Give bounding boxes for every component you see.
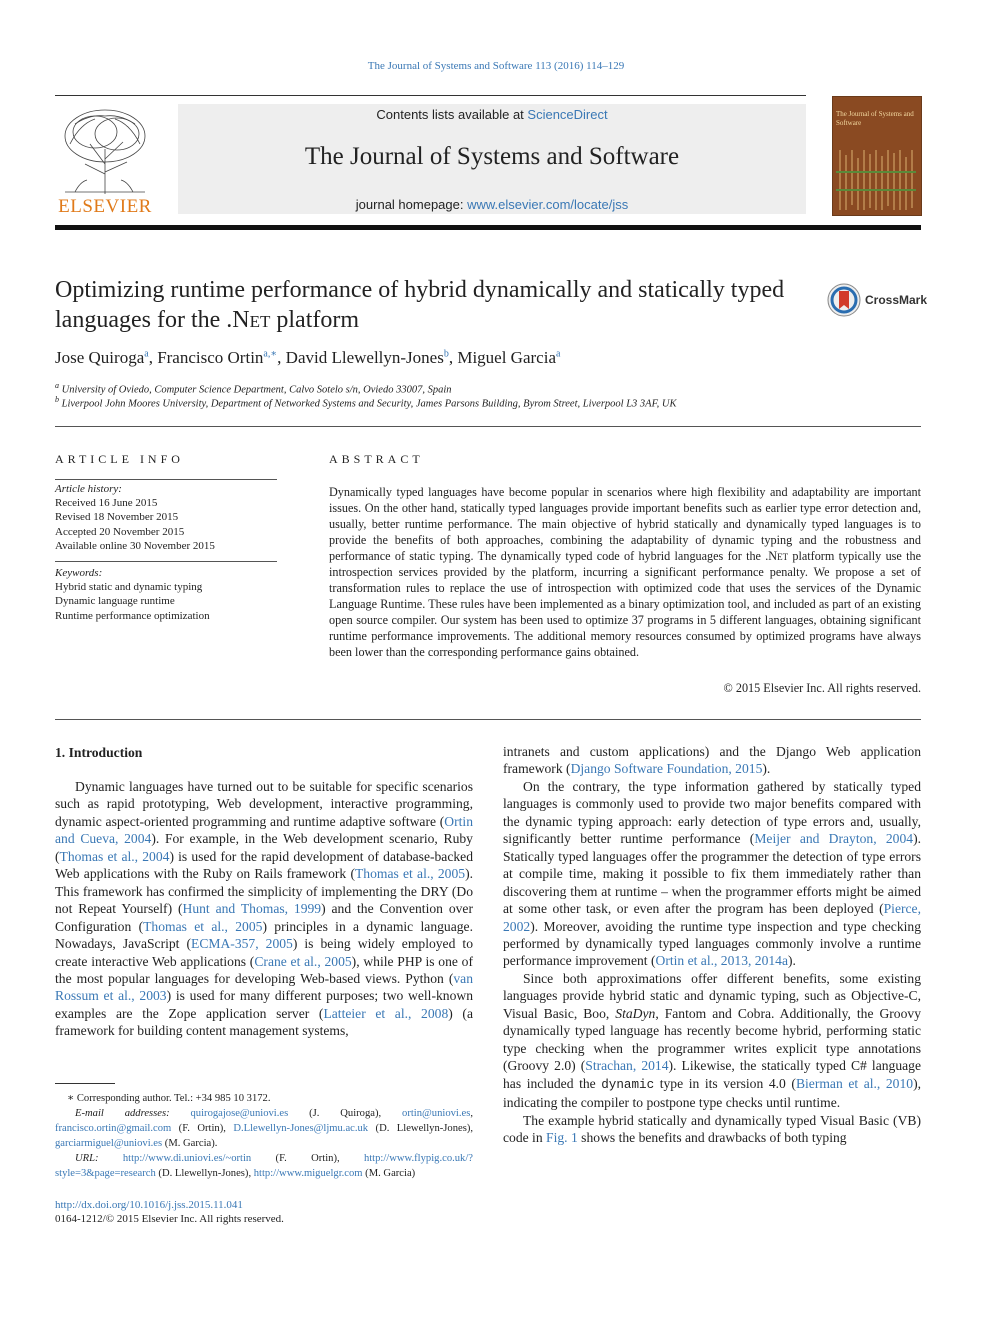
abstract-net: Net: [768, 549, 789, 563]
affiliation-text: Liverpool John Moores University, Department of Networked Systems and Security, James Parsons Building, Byrom Street, Liverpool L3 3AF, UK: [61, 398, 677, 410]
title-part2: platform: [270, 307, 360, 333]
elsevier-wordmark: ELSEVIER: [58, 196, 152, 217]
affiliation-sup: a: [55, 381, 59, 390]
doi-link[interactable]: http://dx.doi.org/10.1016/j.jss.2015.11.041: [55, 1199, 243, 1211]
abstract-copyright: © 2015 Elsevier Inc. All rights reserved.: [723, 681, 921, 695]
text: ). For example, in the Web development scenario, Ruby (: [55, 831, 473, 864]
history-label: Article history:: [55, 483, 122, 495]
section-rule: [55, 719, 921, 720]
history-item: Accepted 20 November 2015: [55, 525, 185, 538]
url-label: URL:: [75, 1153, 99, 1164]
url-link[interactable]: http://www.flypig.co.uk/?style=3&page=research: [55, 1153, 473, 1179]
text: ) is used for many different purposes; two well-known examples are the Zope application server (: [55, 988, 473, 1021]
article-info-heading: ARTICLE INFO: [55, 452, 184, 466]
text: (D. Llewellyn-Jones),: [368, 1123, 473, 1134]
header-thick-rule: [55, 225, 921, 230]
header-top-rule: [55, 95, 806, 96]
url-addresses: [55, 1151, 473, 1181]
text: (F. Ortin),: [251, 1153, 364, 1164]
author-name[interactable]: Francisco Ortin: [157, 348, 264, 367]
info-rule: [55, 479, 277, 480]
crossmark-label[interactable]: CrossMark: [865, 293, 928, 307]
contents-line: [178, 107, 806, 122]
homepage-line: [178, 197, 806, 212]
cover-pattern: [836, 150, 916, 210]
homepage-prefix: journal homepage:: [355, 197, 468, 212]
abstract-part1: Dynamically typed languages have become popular in scenarios where high flexibility and adaptability are important issues. On the other hand, statically typed languages provide important benefits such as earlier type error detection and, usually, better runtime performance. The main objective of hybrid statically and dynamically typed languages is to provide the benefits of both approaches, combining the adaptability of dynamic typing and the robustness and performance of static typing. The dynamically typed code of hybrid languages for the .: [329, 485, 921, 563]
text: [170, 1108, 191, 1119]
email-link[interactable]: garciarmiguel@uniovi.es: [55, 1138, 163, 1149]
text: Dynamic languages have turned out to be suitable for specific scenarios such as rapid prototyping, Web development, interactive programming, dynamic aspect-oriented programming and runtime adaptive software (: [55, 779, 473, 829]
text: (M. Garcia).: [162, 1138, 218, 1149]
history-item: Revised 18 November 2015: [55, 511, 179, 524]
paragraph: [503, 970, 921, 1112]
citation-link[interactable]: Thomas et al., 2004: [59, 848, 170, 864]
sciencedirect-link[interactable]: ScienceDirect: [527, 107, 608, 122]
author-name[interactable]: Miguel Garcia: [457, 348, 556, 367]
abstract-text: [329, 484, 921, 660]
text: (F. Ortin),: [171, 1123, 234, 1134]
affiliation: [55, 381, 452, 396]
paragraph: [503, 778, 921, 970]
email-link[interactable]: quirogajose@uniovi.es: [190, 1108, 289, 1119]
paragraph: [503, 1112, 921, 1147]
language-name: StaDyn: [615, 1005, 656, 1021]
citation-link[interactable]: Crane et al., 2005: [254, 953, 352, 969]
citation-link[interactable]: Bierman et al., 2010: [795, 1075, 914, 1091]
code-keyword: dynamic: [601, 1077, 655, 1092]
citation-link[interactable]: Latteier et al., 2008: [323, 1005, 449, 1021]
text: , Fantom and Cobra. Additionally, the Groovy dynamically typed language has recently become hybrid, performing static type checking when the programmer writes explicit type annotations (Groovy 2.0) (: [503, 1005, 921, 1074]
article-title: [55, 275, 795, 335]
citation-link[interactable]: Hunt and Thomas, 1999: [182, 901, 322, 917]
journal-citation[interactable]: The Journal of Systems and Software 113 (2016) 114–129: [367, 60, 625, 72]
homepage-link[interactable]: www.elsevier.com/locate/jss: [467, 197, 629, 212]
intro-right-column: [503, 743, 921, 1146]
citation-link[interactable]: Django Software Foundation, 2015: [570, 761, 763, 777]
crossmark-icon[interactable]: [827, 283, 861, 317]
text: ).: [788, 953, 796, 969]
intro-left-column: [55, 778, 473, 1040]
affiliation-sup: b: [55, 395, 59, 404]
article-history: [55, 482, 280, 553]
keyword: Hybrid static and dynamic typing: [55, 581, 203, 594]
citation-link[interactable]: Pierce, 2002: [503, 901, 921, 934]
keywords: [55, 566, 280, 623]
citation-link[interactable]: Thomas et al., 2005: [143, 918, 263, 934]
contents-prefix: Contents lists available at: [376, 107, 528, 122]
affiliation: [55, 395, 677, 410]
text: ). Statically typed languages offer the programmer the detection of type errors at compile time, making it possible to fix them immediately rather than discovering them at runtime – when the programmer efforts might be aimed at some other task, or even after the program has been deployed (: [503, 831, 921, 917]
email-link[interactable]: ortin@uniovi.es: [402, 1108, 471, 1119]
text: shows the benefits and drawbacks of both typing: [577, 1129, 847, 1145]
journal-name: The Journal of Systems and Software: [304, 143, 680, 170]
affiliation-text: University of Oviedo, Computer Science Department, Calvo Sotelo s/n, Oviedo 33007, Spain: [61, 384, 452, 396]
paragraph: [55, 778, 473, 1040]
text: (J. Quiroga),: [288, 1108, 403, 1119]
text: (M. Garcia): [362, 1168, 416, 1179]
citation-link[interactable]: Ortin et al., 2013, 2014a: [655, 953, 789, 969]
info-rule: [55, 561, 277, 562]
text: On the contrary, the type information gathered by statically typed languages is commonly used to provide two major benefits compared with the dynamic typing approach: early detection of type errors and, usually, significantly better runtime performance (: [503, 778, 921, 847]
abstract-heading: ABSTRACT: [329, 452, 424, 466]
section-rule: [55, 426, 921, 427]
email-link[interactable]: francisco.ortin@gmail.com: [55, 1123, 172, 1134]
keyword: Runtime performance optimization: [55, 609, 210, 622]
footnotes: [55, 1091, 473, 1181]
text: ).: [762, 761, 771, 777]
citation-link[interactable]: Ortin and Cueva, 2004: [55, 813, 473, 847]
history-item: Available online 30 November 2015: [55, 539, 215, 552]
title-part1: Optimizing runtime performance of hybrid dynamically and statically typed languages for the .: [55, 277, 785, 333]
citation-link[interactable]: ECMA-357, 2005: [191, 936, 293, 952]
author-list: Jose Quiroga$^a$, Francisco Ortin$^{a,∗}$, David Llewellyn-Jones$^b$, Miguel Garcia$^a$: [55, 348, 561, 367]
history-item: Received 16 June 2015: [55, 497, 158, 510]
text: (D. Llewellyn-Jones),: [155, 1168, 254, 1179]
paragraph: [503, 743, 921, 778]
title-net: Net: [232, 307, 271, 333]
text: ). This framework has confirmed the simplicity of implementing the DRY (Do not Repeat Yourself) (: [55, 866, 473, 917]
cover-title: The Journal of Systems and Software: [836, 110, 914, 127]
abstract-part2: platform typically use the introspection services provided by the platform, incurring a significant performance penalty. We propose a set of transformation rules to replace the use of introspection with optimized code that uses the services of the Dynamic Language Runtime. These rules have been implemented as a binary optimization tool, and included as part of an existing open source compiler. Our system has been used to optimize 37 programs in 5 different languages, obtaining significant runtime performance improvements. The additional memory resources consumed by optimized programs have always been lower than the corresponding performance gains obtained.: [329, 549, 921, 659]
figure-link[interactable]: Fig. 1: [546, 1129, 578, 1145]
text: ,: [470, 1108, 473, 1119]
author-affil-sup[interactable]: b: [443, 348, 449, 360]
email-link[interactable]: D.Llewellyn-Jones@ljmu.ac.uk: [233, 1123, 369, 1134]
text: [99, 1153, 123, 1164]
email-label: E-mail addresses:: [75, 1108, 170, 1119]
text: The example hybrid statically and dynamically typed Visual Basic (VB) code in: [503, 1112, 921, 1145]
email-addresses: [55, 1106, 473, 1151]
url-link[interactable]: http://www.di.uniovi.es/~ortin: [122, 1153, 252, 1164]
section-heading: 1. Introduction: [55, 745, 143, 760]
author-name[interactable]: Jose Quiroga: [55, 348, 145, 367]
keywords-label: Keywords:: [55, 567, 103, 579]
url-link[interactable]: http://www.miguelgr.com: [253, 1168, 363, 1179]
text: ) is used for the rapid development of database-backed Web applications with the Ruby on Rails framework (: [55, 848, 473, 882]
text: intranets and custom applications) and the Django Web application framework (: [503, 744, 921, 777]
text: ) and the Convention over Configuration (: [55, 901, 473, 934]
text: ). Moreover, avoiding the runtime type inspection and type checking performed by dynamically typed languages commonly involve a runtime performance improvement (: [503, 918, 921, 969]
text: ), while PHP is one of the most popular languages for developing Web-based views. Python (: [55, 953, 473, 986]
text: ) (a framework for building content management systems,: [55, 1005, 473, 1039]
citation-link[interactable]: Thomas et al., 2005: [354, 866, 466, 882]
author-affil-sup[interactable]: a: [144, 348, 149, 360]
citation-link[interactable]: van Rossum et al., 2003: [55, 970, 473, 1004]
citation-link[interactable]: Strachan, 2014: [585, 1058, 669, 1074]
text: type in its version 4.0 (: [654, 1075, 796, 1091]
text: ) principles in a dynamic language. Nowadays, JavaScript (: [55, 918, 473, 952]
text: ). Likewise, the statically typed C# language has included the: [503, 1058, 921, 1091]
issn-copyright: 0164-1212/© 2015 Elsevier Inc. All rights reserved.: [55, 1213, 284, 1225]
author-name[interactable]: David Llewellyn-Jones: [285, 348, 444, 367]
author-affil-sup[interactable]: a: [555, 348, 561, 360]
corresponding-author: ∗ Corresponding author. Tel.: +34 985 10 3172.: [67, 1093, 271, 1104]
text: ), indicating the compiler to postpone type checks until runtime.: [503, 1075, 921, 1111]
footnote-rule: [55, 1083, 115, 1084]
citation-link[interactable]: Meijer and Drayton, 2004: [754, 831, 914, 847]
text: ) is being widely employed to create interactive Web applications (: [55, 936, 474, 969]
author-affil-sup[interactable]: a,∗: [263, 348, 278, 360]
text: Since both approximations offer different benefits, some existing languages provide hybrid static and dynamic typing, such as Objective-C, Visual Basic, Boo,: [503, 970, 921, 1021]
keyword: Dynamic language runtime: [55, 595, 175, 608]
